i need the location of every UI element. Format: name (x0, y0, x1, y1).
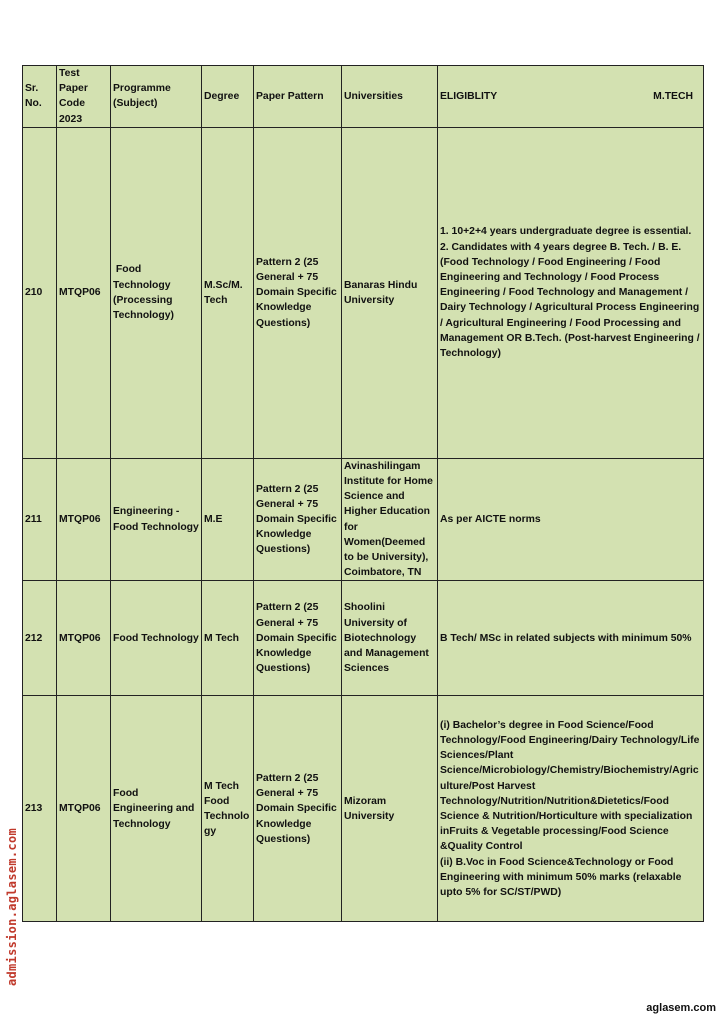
side-watermark: admission.aglasem.com (5, 827, 19, 987)
cell-sr: 210 (23, 127, 57, 458)
table-row (23, 127, 704, 458)
footer-site-label: aglasem.com (646, 1002, 716, 1014)
cell-pattern: Pattern 2 (25 General + 75 Domain Specific Knowledge Questions) (254, 458, 342, 581)
cell-degree: M.E (202, 458, 254, 581)
cell-sr: 213 (23, 696, 57, 922)
header-universities: Universities (342, 66, 438, 128)
cell-programme: Food Engineering and Technology (111, 696, 202, 922)
cell-programme: Engineering - Food Technology (111, 458, 202, 581)
header-eligibility-cell (438, 66, 704, 128)
cell-university: Shoolini University of Biotechnology and Management Sciences (342, 581, 438, 696)
table-row (23, 696, 704, 922)
cell-pattern: Pattern 2 (25 General + 75 Domain Specific Knowledge Questions) (254, 581, 342, 696)
cell-code: MTQP06 (57, 581, 111, 696)
cell-degree: M.Sc/M. Tech (202, 127, 254, 458)
cell-eligibility: B Tech/ MSc in related subjects with minimum 50% (438, 581, 704, 696)
header-programme: Programme (Subject) (111, 66, 202, 128)
table-row (23, 581, 704, 696)
header-paper-pattern: Paper Pattern (254, 66, 342, 128)
cell-code: MTQP06 (57, 458, 111, 581)
eligibility-part-2: (ii) B.Voc in Food Science&Technology or Food Engineering with minimum 50% marks (relaxable upto 5% for SC/ST/PWD) (440, 856, 682, 898)
table-row (23, 458, 704, 581)
eligibility-table (22, 65, 704, 922)
header-test-paper-code: Test Paper Code 2023 (57, 66, 111, 128)
cell-university: Avinashilingam Institute for Home Science and Higher Education for Women(Deemed to be University), Coimbatore, TN (342, 458, 438, 581)
eligibility-part-1: (i) Bachelor’s degree in Food Science/Food Technology/Food Engineering/Dairy Technology/Life Sciences/Plant Science/Microbiology/Chemistry/Biochemistry/Agriculture/Post Harvest Technology/Nutrition/Nutrition&Dietetics/Food Science & Nutrition/Horticulture with specialization inFruits & Vegetable processing/Food Science &Quality Control (440, 719, 700, 853)
cell-programme: Food Technology (Processing Technology) (111, 127, 202, 458)
cell-pattern: Pattern 2 (25 General + 75 Domain Specific Knowledge Questions) (254, 127, 342, 458)
cell-eligibility: As per AICTE norms (438, 458, 704, 581)
cell-programme: Food Technology (111, 581, 202, 696)
cell-sr: 211 (23, 458, 57, 581)
cell-university: Mizoram University (342, 696, 438, 922)
table-header-row (23, 66, 704, 128)
header-eligibility: ELIGIBLITY (440, 90, 498, 102)
cell-code: MTQP06 (57, 127, 111, 458)
cell-degree: M Tech Food Technolo gy (202, 696, 254, 922)
header-sr-no: Sr. No. (23, 66, 57, 128)
cell-university: Banaras Hindu University (342, 127, 438, 458)
cell-eligibility: 1. 10+2+4 years undergraduate degree is essential. 2. Candidates with 4 years degree B. Tech. / B. E. (Food Technology / Food Engineering / Food Engineering and Technology / Food Process Engineering / Food Technology and Management / Dairy Technology / Agricultural Process Engineering / Agricultural Engineering / Food Processing and Management OR B.Tech. (Post-harvest Engineering / Technology) (438, 127, 704, 458)
cell-degree: M Tech (202, 581, 254, 696)
header-degree: Degree (202, 66, 254, 128)
header-course: M.TECH (653, 90, 693, 102)
cell-sr: 212 (23, 581, 57, 696)
cell-eligibility (438, 696, 704, 922)
cell-code: MTQP06 (57, 696, 111, 922)
cell-pattern: Pattern 2 (25 General + 75 Domain Specific Knowledge Questions) (254, 696, 342, 922)
